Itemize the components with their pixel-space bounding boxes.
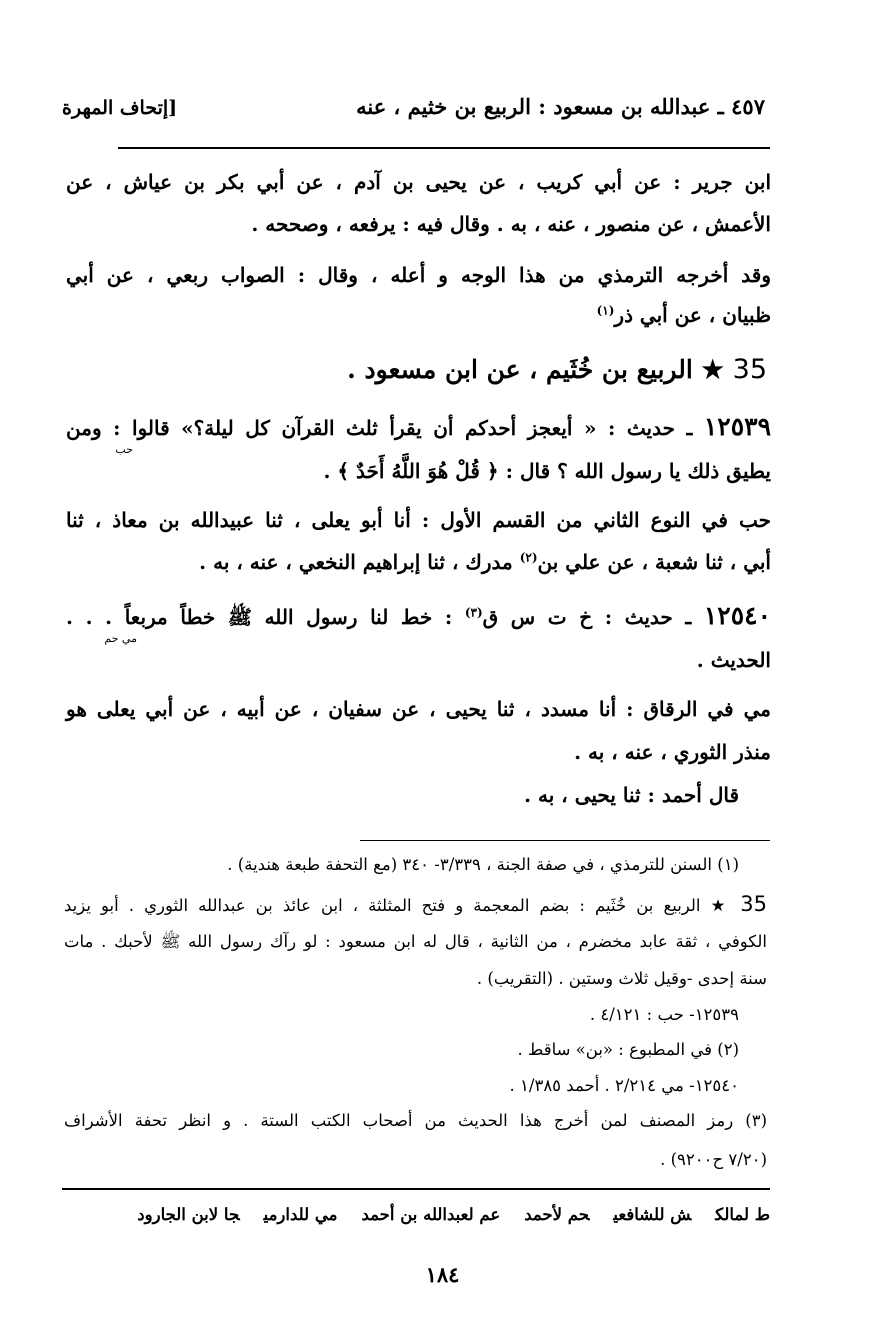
footnote-line: (٣) رمز المصنف لمن أخرج هذا الحديث من أصحاب الكتب الستة . و انظر تحفة الأشراف (64, 1111, 767, 1130)
footnote-ref: (٣) (464, 605, 483, 620)
source-text: مدرك ، ثنا إبراهيم النخعي ، عنه ، به . (199, 550, 520, 574)
source-line: قال أحمد : ثنا يحيى ، به . (524, 783, 739, 807)
star-marker: 35 (732, 354, 767, 385)
legend-item: عم لعبدالله بن أحمد (361, 1205, 501, 1224)
footnote-line: (٧/٢٠ ح٩٢٠٠) . (660, 1150, 767, 1169)
paragraph-line: الأعمش ، عن منصور ، عنه ، به . وقال فيه : يرفعه ، وصححه . (251, 212, 771, 236)
legend-item: جا لابن الجارود (137, 1205, 240, 1224)
footnote-line: سنة إحدى -وقيل ثلاث وستين . (التقريب) . (476, 969, 767, 988)
footnote-line (64, 892, 767, 916)
running-header-title: ٤٥٧ ـ عبدالله بن مسعود : الربيع بن خثيم ، عنه (356, 94, 765, 119)
running-header-book-title: [إتحاف المهرة (62, 97, 178, 119)
footnote-line: الكوفي ، ثقة عابد مخضرم ، من الثانية ، قال له ابن مسعود : لو رآك رسول الله ﷺ لأحبك . مات (64, 932, 767, 951)
footnote: (٢) في المطبوع : «بن» ساقط . (517, 1040, 739, 1059)
source-line: حب في النوع الثاني من القسم الأول : أنا أبو يعلى ، ثنا عبيدالله بن معاذ ، ثنا (66, 508, 771, 532)
legend-rule (62, 1188, 770, 1190)
narrator-heading (347, 354, 767, 385)
narrator-heading-text: ★ الربيع بن خُثَيم ، عن ابن مسعود . (347, 355, 724, 384)
source-text: أبي ، ثنا شعبة ، عن علي بن (537, 550, 771, 574)
source-line (199, 550, 771, 574)
paragraph-line (597, 303, 771, 327)
hadith-text: ـ حديث : خ ت س ق (482, 605, 704, 629)
legend-item: مي للدارمي (263, 1205, 338, 1224)
source-line: منذر الثوري ، عنه ، به . (574, 740, 771, 764)
source-line: مي في الرقاق : أنا مسدد ، ثنا يحيى ، عن سفيان ، عن أبيه ، عن أبي يعلى هو (66, 697, 771, 721)
hadith-line: يطيق ذلك يا رسول الله ؟ قال : ﴿ قُلْ هُوَ اللَّهُ أَحَدٌ ﴾ . (323, 459, 771, 483)
hadith-text: ـ حديث : « أيعجز أحدكم أن يقرأ ثلث القرآن كل ليلة؟» قالوا : ومن (66, 416, 704, 440)
footnote-separator (360, 840, 770, 841)
footnote: (١) السنن للترمذي ، في صفة الجنة ، ٣/٣٣٩- ٣٤٠ (مع التحفة طبعة هندية) . (227, 855, 739, 874)
header-rule (118, 147, 770, 149)
siglum-legend (113, 1205, 770, 1224)
hadith-number: ١٢٥٣٩ (703, 412, 771, 441)
paragraph-line: ابن جرير : عن أبي كريب ، عن يحيى بن آدم ، عن أبي بكر بن عياش ، عن (66, 170, 771, 194)
footnote: ١٢٥٣٩- حب : ٤/١٢١ . (589, 1005, 739, 1024)
page-number: ١٨٤ (425, 1262, 460, 1287)
footnote-ref: (١) (596, 303, 615, 318)
legend-item: حم لأحمد (524, 1205, 590, 1224)
hadith-number: ١٢٥٤٠ (703, 601, 771, 630)
source-siglum: مي حم (104, 632, 137, 645)
legend-item: ط لمالك (715, 1205, 770, 1224)
hadith-line: الحديث . (696, 648, 771, 672)
footnote: ١٢٥٤٠- مي ٢/٢١٤ . أحمد ١/٣٨٥ . (509, 1076, 739, 1095)
paragraph-text: ظبيان ، عن أبي ذر (614, 303, 771, 327)
footnote-ref: (٢) (519, 550, 538, 565)
legend-item: ش للشافعي (613, 1205, 692, 1224)
star-marker: 35 (740, 892, 767, 916)
paragraph-line: وقد أخرجه الترمذي من هذا الوجه و أعله ، وقال : الصواب ربعي ، عن أبي (66, 263, 771, 287)
hadith-line (66, 601, 771, 634)
hadith-line (66, 412, 771, 441)
hadith-text: : خط لنا رسول الله ﷺ خطاً مربعاً . . . (66, 605, 465, 629)
source-siglum: حب (115, 443, 133, 456)
footnote-text: ★ الربيع بن خُثَيم : بضم المعجمة و فتح المثلثة ، ابن عائذ بن عبدالله الثوري . أبو يزيد (64, 896, 731, 915)
